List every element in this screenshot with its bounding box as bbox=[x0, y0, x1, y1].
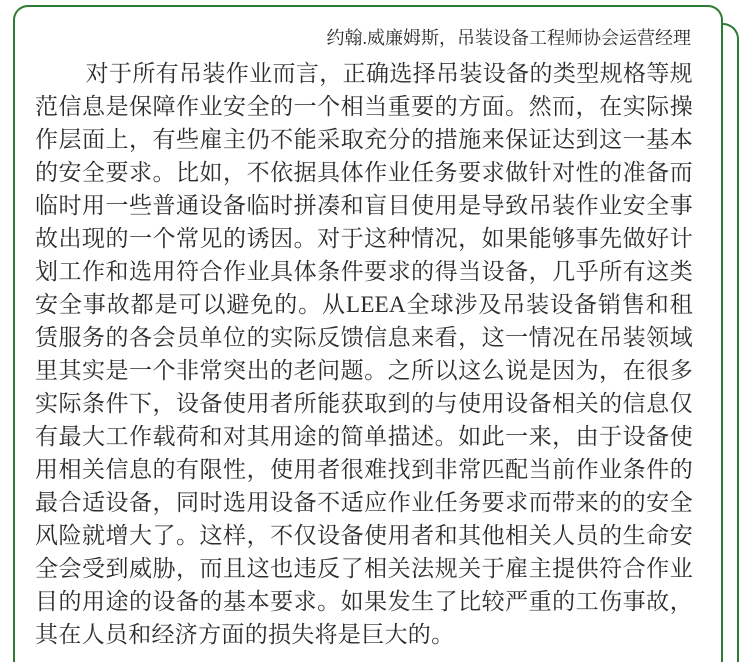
page-frame bbox=[13, 5, 723, 662]
byline: 约翰.威廉姆斯，吊装设备工程师协会运营经理 bbox=[326, 28, 691, 48]
article-body: 对于所有吊装作业而言，正确选择吊装设备的类型规格等规范信息是保障作业安全的一个相当重要的方面。然而，在实际操作层面上，有些雇主仍不能采取充分的措施来保证达到这一基本的安全要求。比如，不依据具体作业任务要求做针对性的准备而临时用一些普通设备临时拼凑和盲目使用是导致吊装作业安全事故出现的一个常见的诱因。对于这种情况，如果能够事先做好计划工作和选用符合作业具体条件要求的得当设备，几乎所有这类安全事故都是可以避免的。从LEEA全球涉及吊装设备销售和租赁服务的各会员单位的实际反馈信息来看，这一情况在吊装领域里其实是一个非常突出的老问题。之所以这么说是因为，在很多实际条件下，设备使用者所能获取到的与使用设备相关的信息仅有最大工作载荷和对其用途的简单描述。如此一来，由于设备使用相关信息的有限性，使用者很难找到非常匹配当前作业条件的最合适设备，同时选用设备不适应作业任务要求而带来的的安全风险就增大了。这样，不仅设备使用者和其他相关人员的生命安全会受到威胁，而且这也违反了相关法规关于雇主提供符合作业目的用途的设备的基本要求。如果发生了比较严重的工伤事故，其在人员和经济方面的损失将是巨大的。 bbox=[35, 61, 693, 647]
